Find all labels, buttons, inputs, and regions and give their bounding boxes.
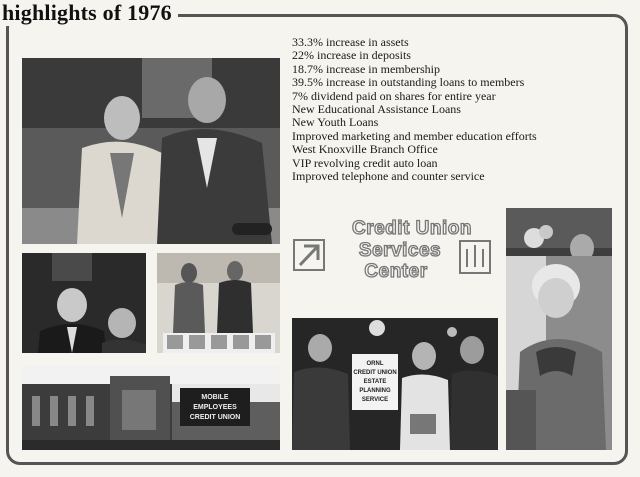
highlight-item: Improved marketing and member education efforts: [292, 128, 537, 143]
page-heading: highlights of 1976: [0, 0, 178, 26]
estate-sign-line: ORNL: [366, 361, 384, 367]
highlights-list: [292, 36, 622, 183]
highlight-item: 22% increase in deposits: [292, 48, 411, 63]
highlight-item: Improved telephone and counter service: [292, 169, 485, 184]
estate-sign-line: PLANNING: [359, 388, 391, 394]
highlight-item: New Educational Assistance Loans: [292, 102, 461, 117]
highlight-item: 39.5% increase in outstanding loans to members: [292, 75, 525, 90]
highlight-item: 33.3% increase in assets: [292, 35, 409, 49]
photo-smiling-woman: [506, 256, 612, 450]
highlight-item: New Youth Loans: [292, 115, 379, 130]
logo-line-3: Center: [364, 261, 428, 282]
building-sign-line: EMPLOYEES: [193, 404, 237, 411]
highlight-item: VIP revolving credit auto loan: [292, 155, 438, 170]
photo-two-men-portrait: [22, 253, 146, 353]
highlight-item: West Knoxville Branch Office: [292, 142, 438, 157]
highlight-item: 7% dividend paid on shares for entire year: [292, 88, 496, 103]
logo-line-1: Credit Union: [352, 218, 472, 239]
estate-sign-line: ESTATE: [363, 379, 387, 385]
logo-line-2: Services: [358, 240, 442, 261]
highlight-item: 18.7% increase in membership: [292, 61, 440, 76]
photo-men-with-display: [157, 253, 280, 353]
building-sign-line: MOBILE: [201, 394, 229, 401]
photo-two-men-at-desk: [22, 58, 280, 244]
building-sign-line: CREDIT UNION: [189, 414, 241, 421]
estate-sign-line: CREDIT UNION: [353, 370, 397, 376]
photo-estate-planning-group: [292, 318, 498, 450]
credit-union-services-center-logo: [292, 213, 500, 283]
estate-sign-line: SERVICE: [361, 397, 389, 403]
photo-credit-union-building: [22, 366, 280, 450]
